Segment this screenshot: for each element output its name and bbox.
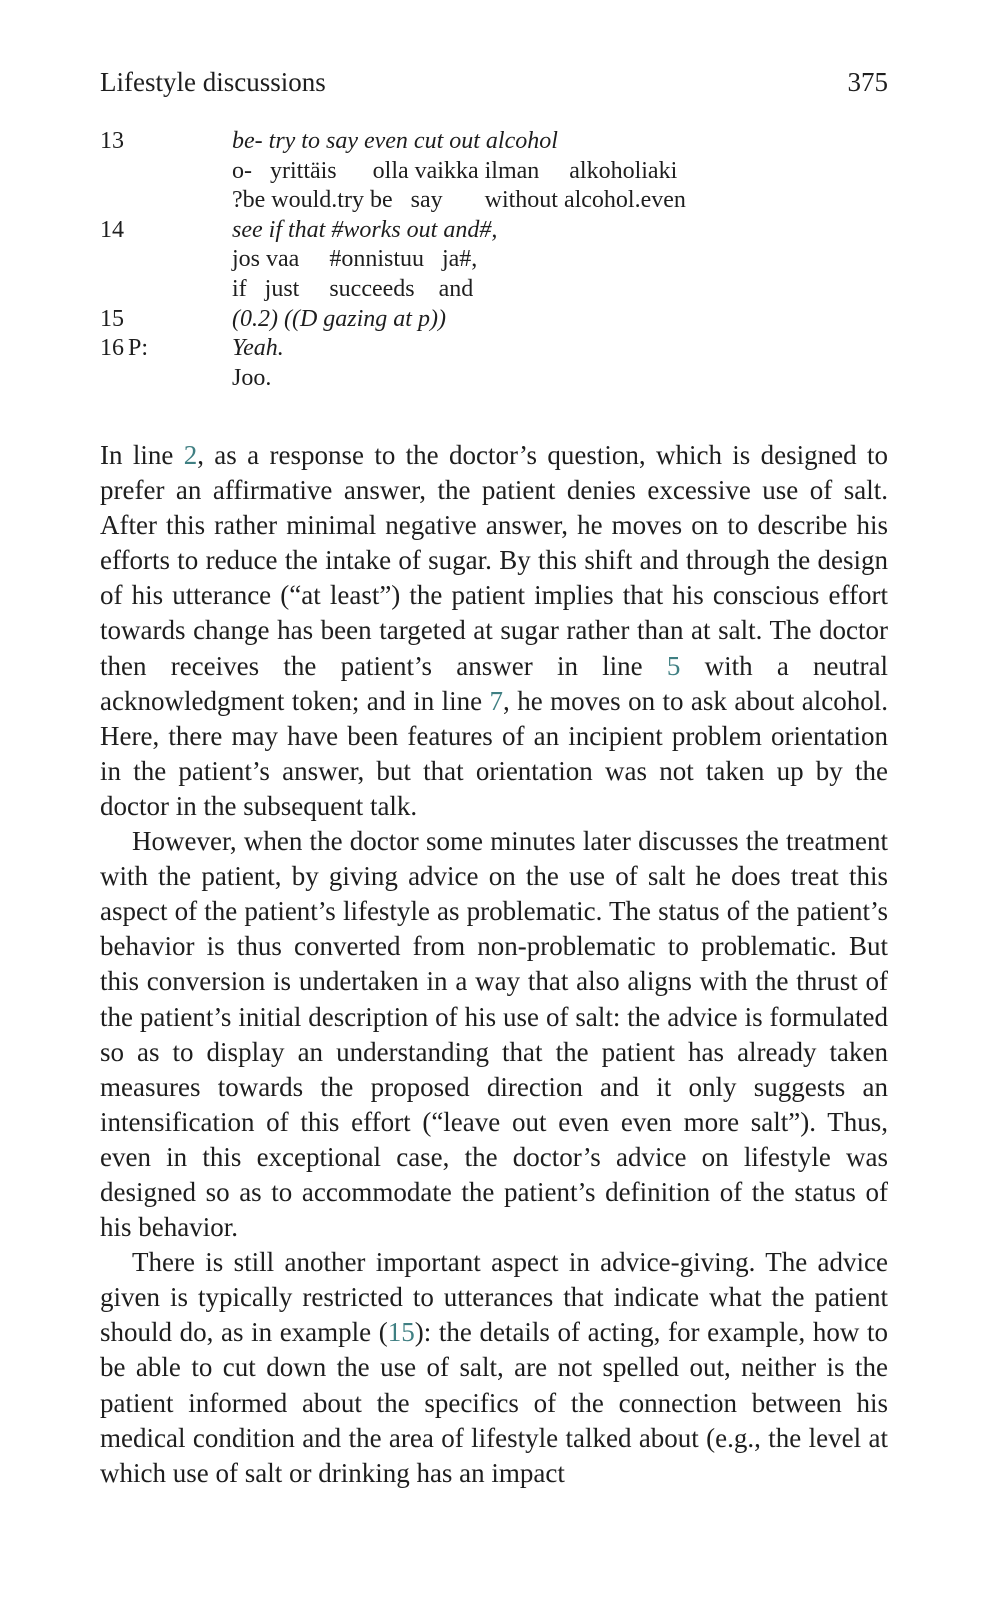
example-reference-link[interactable]: 15 (387, 1317, 415, 1348)
paragraph-1 (100, 438, 888, 824)
transcript-text: o- yrittäis olla vaikka ilman alkoholiaki (232, 157, 678, 184)
transcript-line (100, 275, 888, 305)
transcript-text: (0.2) ((D gazing at p)) (232, 305, 446, 332)
transcript-line-number: 15 (100, 305, 124, 332)
transcript-line-number: 13 (100, 128, 124, 154)
transcript-line (100, 127, 888, 157)
transcript-line (100, 245, 888, 275)
transcript-text: jos vaa #onnistuu ja#, (232, 246, 478, 273)
body-text (100, 438, 888, 1491)
transcript-line (100, 216, 888, 246)
transcript-text: if just succeeds and (232, 275, 474, 302)
transcript-text: be- try to say even cut out alcohol (232, 128, 558, 154)
text-run: In line (100, 440, 184, 470)
line-reference-link[interactable]: 2 (183, 440, 198, 470)
paragraph-3 (100, 1245, 888, 1491)
transcript-line (100, 186, 888, 216)
transcript-text: Joo. (232, 364, 272, 391)
transcript-text: see if that #works out and#, (232, 216, 498, 243)
text-run: with a neutral acknowledgment token; and in line (100, 650, 888, 716)
transcript-text: Yeah. (232, 335, 284, 362)
transcript-text: ?be would.try be say without alcohol.even (232, 187, 686, 214)
transcript-line (100, 157, 888, 187)
text-run: , he moves on to ask about alcohol. Here, there may have been features of an incipient problem orientation in the patient’s answer, but that orientation was not taken up by the doctor in the subsequent talk. (100, 685, 888, 821)
transcript-excerpt (100, 127, 888, 393)
transcript-line (100, 305, 888, 335)
text-run: , as a response to the doctor’s question, which is designed to prefer an affirmative answer, the patient denies excessive use of salt. After this rather minimal negative answer, he moves on to describe his efforts to reduce the intake of sugar. By this shift and through the design of his utterance (“at least”) the patient implies that his conscious effort towards change has been targeted at sugar rather than at salt. The doctor then receives the patient’s answer in line (100, 440, 889, 681)
running-title: Lifestyle discussions (100, 67, 326, 97)
page-number: 375 (847, 67, 888, 97)
transcript-line (100, 334, 888, 364)
line-reference-link[interactable]: 7 (489, 685, 504, 716)
transcript-line-number: 14 (100, 216, 124, 243)
paragraph-2: However, when the doctor some minutes later discusses the treatment with the patient, by giving advice on the use of salt he does treat this aspect of the patient’s lifestyle as problematic. The status of the patient’s behavior is thus converted from non-problematic to problematic. But this conversion is undertaken in a way that also aligns with the thrust of the patient’s initial description of his use of salt: the advice is formulated so as to display an understanding that the patient has already taken measures towards the proposed direction and it only suggests an intensification of this effort (“leave out even even more salt”). Thus, even in this exceptional case, the doctor’s advice on lifestyle was designed so as to accommodate the patient’s definition of the status of his behavior. (100, 826, 888, 1243)
transcript-line (100, 364, 888, 394)
transcript-speaker: P: (128, 335, 149, 362)
text-run: ): the details of acting, for example, how to be able to cut down the use of salt, are not spelled out, neither is the patient informed about the specifics of the connection between his medical condition and the area of lifestyle talked about (e.g., the level at which use of salt or drinking has an impact (100, 1317, 889, 1488)
line-reference-link[interactable]: 5 (666, 650, 681, 681)
text-run: There is still another important aspect in advice-giving. The advice given is typically restricted to utterances that indicate what the patient should do, as in example ( (100, 1247, 888, 1348)
transcript-line-number: 16 (100, 335, 124, 362)
